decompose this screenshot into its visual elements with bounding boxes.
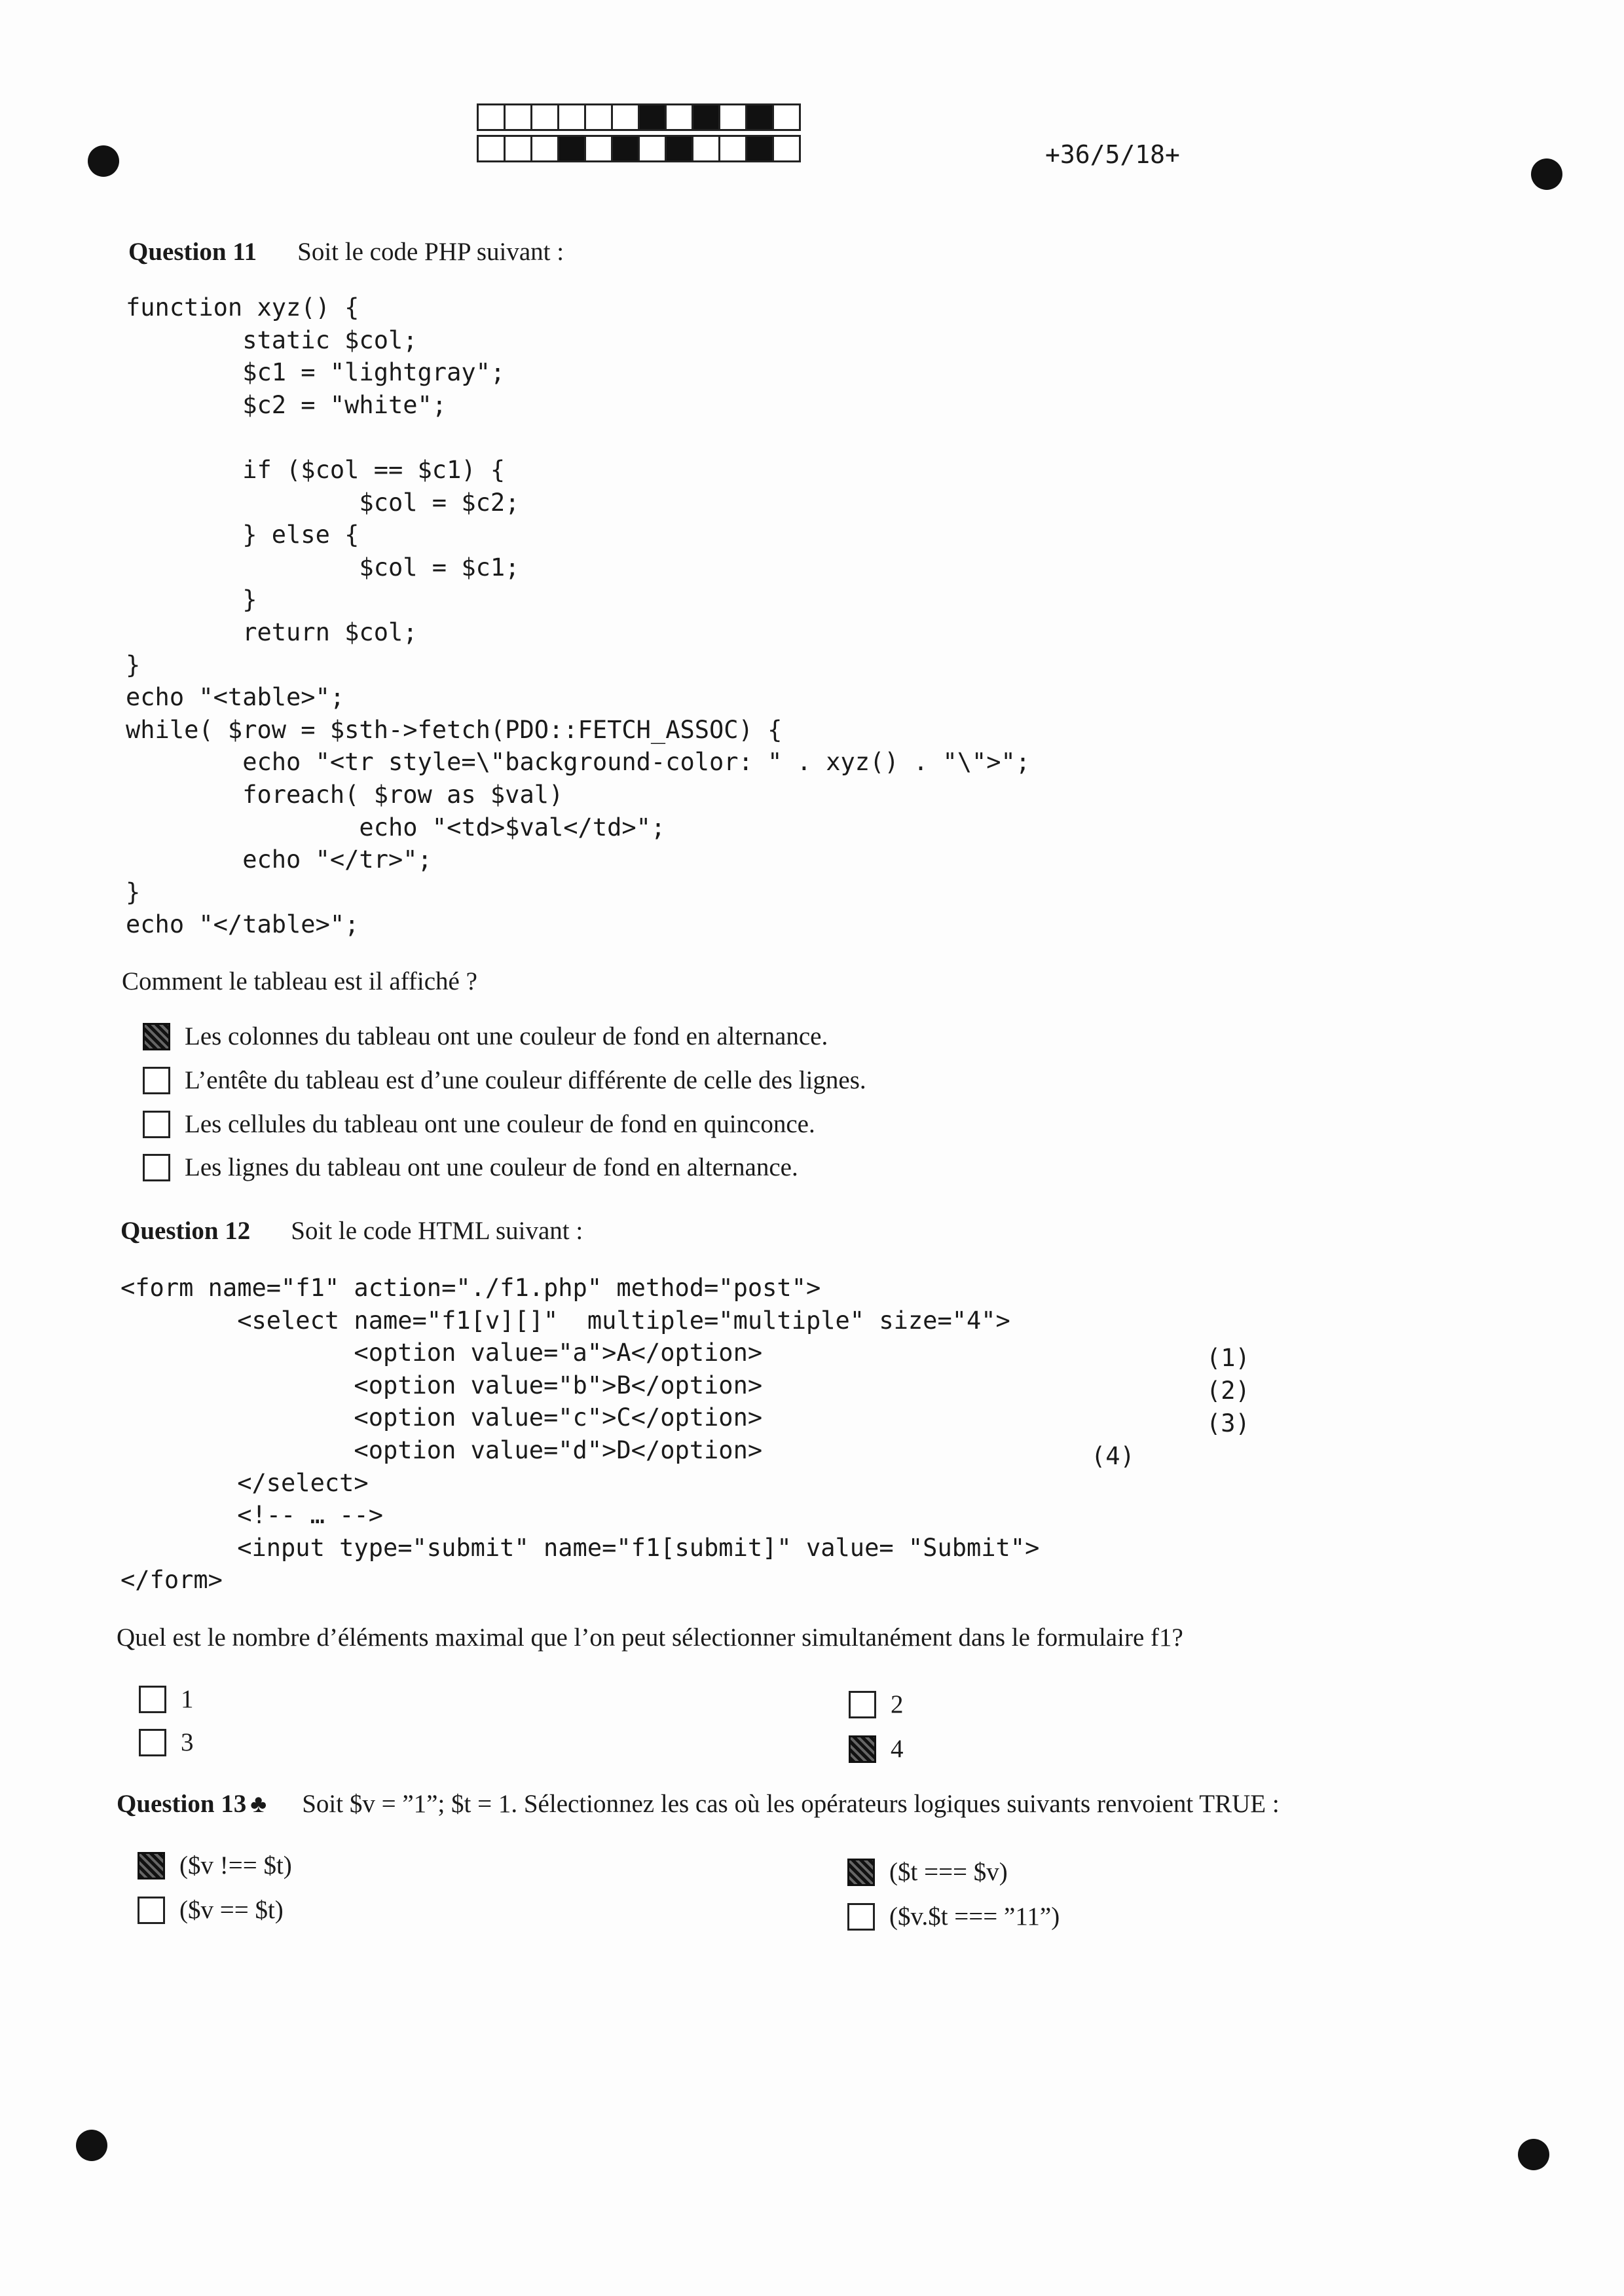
barcode-cell bbox=[718, 103, 747, 131]
option-marker-3: (3) bbox=[1206, 1409, 1250, 1437]
registration-mark-top-right bbox=[1531, 158, 1562, 190]
question-12-heading bbox=[120, 1216, 583, 1246]
option-label: Les colonnes du tableau ont une couleur de fond en alternance. bbox=[185, 1022, 828, 1050]
question-13-option-3[interactable] bbox=[138, 1895, 284, 1925]
checkbox[interactable] bbox=[847, 1903, 875, 1931]
barcode-row-bottom bbox=[477, 135, 799, 162]
barcode-cell bbox=[638, 135, 667, 162]
question-12-code: <form name="f1" action="./f1.php" method="post"> <select name="f1[v][]" multiple="multiple" size="4"> <option value="a">A</option> <option value="b">B</option> <option value="c">C</option> <option value="d">D</option> </select> <!-- … --> <input type="submit" name="f1[submit]" value= "Submit"> </form> bbox=[120, 1274, 1040, 1595]
question-12-option-4[interactable] bbox=[849, 1734, 904, 1764]
barcode-cell bbox=[477, 103, 506, 131]
question-11-title: Question 11 bbox=[128, 238, 257, 266]
option-label: L’entête du tableau est d’une couleur différente de celle des lignes. bbox=[185, 1066, 866, 1094]
checkbox[interactable] bbox=[143, 1023, 170, 1050]
question-11-option-4[interactable] bbox=[143, 1153, 798, 1182]
barcode-cell bbox=[692, 135, 720, 162]
question-13-option-1[interactable] bbox=[138, 1851, 292, 1880]
barcode-cell bbox=[504, 103, 532, 131]
question-11-option-2[interactable] bbox=[143, 1065, 866, 1095]
club-icon: ♣ bbox=[250, 1790, 267, 1818]
checkbox[interactable] bbox=[849, 1735, 876, 1763]
registration-mark-bottom-right bbox=[1518, 2139, 1549, 2170]
checkbox[interactable] bbox=[138, 1852, 165, 1879]
question-11-code: function xyz() { static $col; $c1 = "lightgray"; $c2 = "white"; if ($col == $c1) { $col = $c2; } else { $col = $c1; } return $col; } echo "<table>"; while( $row = $sth->fetch(PDO::FETCH_ASSOC) { echo "<tr style=\"background-color: " . xyz() . "\">"; foreach( $row as $val) echo "<td>$val</td>"; echo "</tr>"; } echo "</table>"; bbox=[126, 293, 1031, 939]
question-11-option-3[interactable] bbox=[143, 1109, 815, 1139]
question-12-prompt: Quel est le nombre d’éléments maximal que l’on peut sélectionner simultanément dans le formulaire f1? bbox=[117, 1623, 1183, 1652]
registration-mark-top-left bbox=[88, 145, 119, 177]
checkbox[interactable] bbox=[847, 1859, 875, 1886]
barcode-cell bbox=[745, 103, 774, 131]
barcode-cell bbox=[557, 135, 586, 162]
barcode-cell bbox=[692, 103, 720, 131]
checkbox[interactable] bbox=[139, 1729, 166, 1756]
barcode-cell bbox=[584, 135, 613, 162]
option-marker-2: (2) bbox=[1206, 1377, 1250, 1405]
question-13-title: Question 13 bbox=[117, 1790, 247, 1818]
question-12-text: Soit le code HTML suivant : bbox=[291, 1217, 583, 1245]
barcode-cell bbox=[611, 135, 640, 162]
question-12-title: Question 12 bbox=[120, 1217, 251, 1245]
option-marker-1: (1) bbox=[1206, 1344, 1250, 1372]
option-label: Les cellules du tableau ont une couleur de fond en quinconce. bbox=[185, 1110, 815, 1138]
registration-mark-bottom-left bbox=[76, 2130, 107, 2161]
checkbox[interactable] bbox=[139, 1686, 166, 1713]
barcode-cell bbox=[530, 135, 559, 162]
option-label: ($t === $v) bbox=[889, 1858, 1008, 1886]
option-label: Les lignes du tableau ont une couleur de fond en alternance. bbox=[185, 1153, 798, 1181]
question-13-text: Soit $v = ”1”; $t = 1. Sélectionnez les cas où les opérateurs logiques suivants renvoient TRUE : bbox=[302, 1790, 1280, 1818]
checkbox[interactable] bbox=[143, 1154, 170, 1181]
question-11-prompt: Comment le tableau est il affiché ? bbox=[122, 967, 477, 995]
barcode-cell bbox=[584, 103, 613, 131]
question-12-option-1[interactable] bbox=[139, 1684, 194, 1714]
question-11-option-1[interactable] bbox=[143, 1022, 828, 1051]
barcode-cell bbox=[665, 135, 693, 162]
checkbox[interactable] bbox=[143, 1067, 170, 1094]
option-label: 2 bbox=[891, 1690, 904, 1718]
option-label: 3 bbox=[181, 1728, 194, 1756]
barcode-cell bbox=[772, 135, 801, 162]
option-label: 4 bbox=[891, 1735, 904, 1763]
question-13-heading bbox=[117, 1789, 1280, 1819]
barcode-cell bbox=[477, 135, 506, 162]
question-11-text: Soit le code PHP suivant : bbox=[297, 238, 564, 266]
option-label: 1 bbox=[181, 1685, 194, 1713]
barcode-cell bbox=[530, 103, 559, 131]
option-label: ($v == $t) bbox=[179, 1896, 284, 1924]
barcode-cell bbox=[504, 135, 532, 162]
option-marker-4: (4) bbox=[1091, 1442, 1135, 1470]
barcode-cell bbox=[772, 103, 801, 131]
checkbox[interactable] bbox=[849, 1691, 876, 1718]
question-13-option-2[interactable] bbox=[847, 1857, 1008, 1887]
barcode-cell bbox=[611, 103, 640, 131]
barcode-cell bbox=[557, 103, 586, 131]
checkbox[interactable] bbox=[138, 1897, 165, 1924]
option-label: ($v.$t === ”11”) bbox=[889, 1902, 1060, 1931]
page-code: +36/5/18+ bbox=[1045, 140, 1180, 169]
barcode-cell bbox=[745, 135, 774, 162]
barcode-cell bbox=[638, 103, 667, 131]
checkbox[interactable] bbox=[143, 1111, 170, 1138]
question-13-option-4[interactable] bbox=[847, 1902, 1060, 1931]
question-12-option-3[interactable] bbox=[139, 1728, 194, 1757]
question-11-heading bbox=[128, 237, 564, 267]
barcode-cell bbox=[718, 135, 747, 162]
barcode-cell bbox=[665, 103, 693, 131]
barcode-row-top bbox=[477, 103, 799, 131]
question-12-option-2[interactable] bbox=[849, 1690, 904, 1719]
option-label: ($v !== $t) bbox=[179, 1851, 292, 1879]
